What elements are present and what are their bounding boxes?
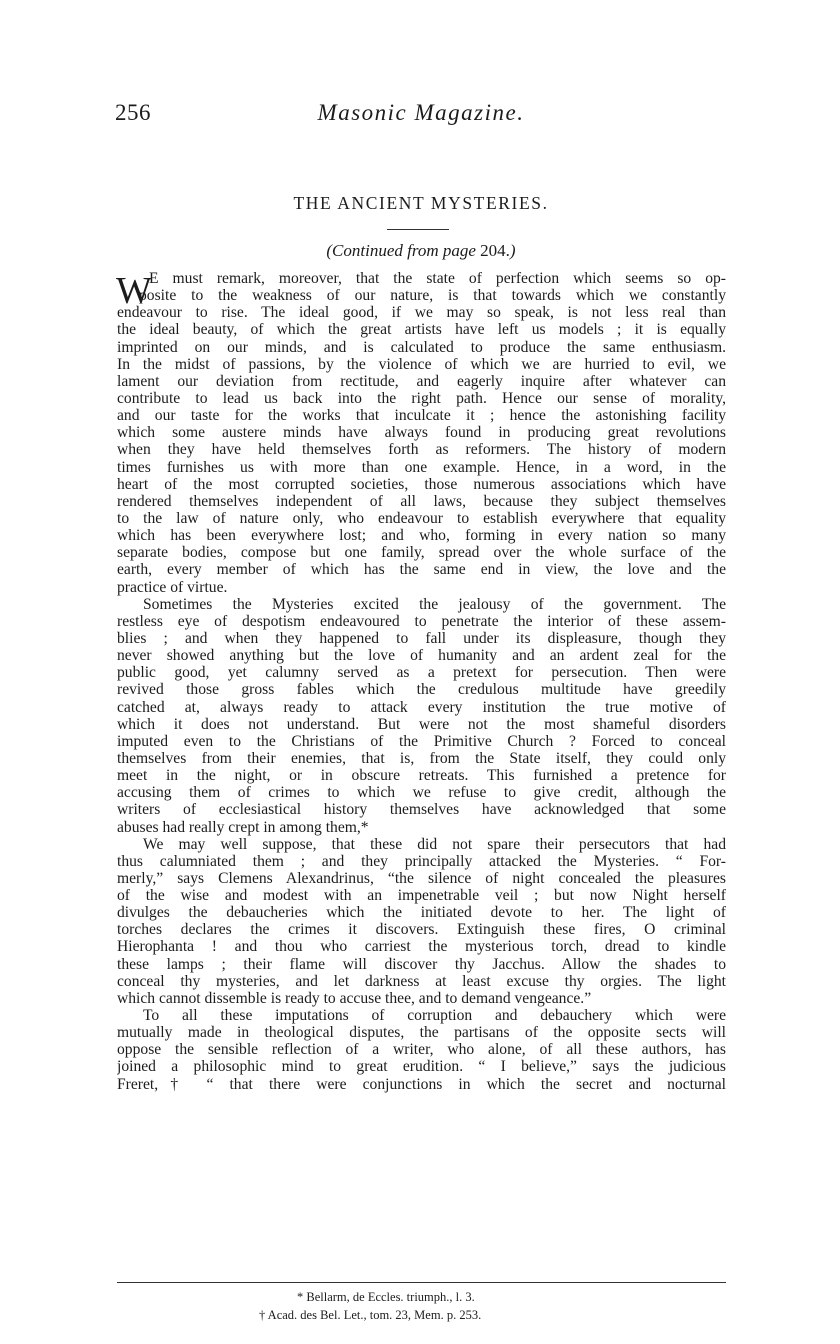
text-line: and our taste for the works that inculcate it ; hence the astonishing facility xyxy=(117,407,726,425)
text-line: conceal thy mysteries, and let darkness at least excuse thy orgies. The light xyxy=(117,972,726,990)
text-line: which has been everywhere lost; and who, forming in every nation so many xyxy=(117,527,726,545)
text-line: In the midst of passions, by the violence of which we are hurried to evil, we xyxy=(117,355,726,373)
drop-cap: W xyxy=(116,270,152,312)
text-line: restless eye of despotism endeavoured to penetrate the interior of these assem- xyxy=(117,612,726,630)
text-line: oppose the sensible reflection of a writer, who alone, of all these authors, has xyxy=(117,1041,726,1059)
text-line: We may well suppose, that these did not spare their persecutors that had xyxy=(143,835,726,853)
continued-prefix: (Continued from page xyxy=(326,241,481,260)
article-title: THE ANCIENT MYSTERIES. xyxy=(293,193,549,213)
text-line: when they have held themselves forth as reformers. The history of modern xyxy=(117,441,726,459)
text-line: rendered themselves independent of all laws, because they subject themselves xyxy=(117,492,726,510)
text-line: lament our deviation from rectitude, and eagerly inquire after whatever can xyxy=(117,372,726,390)
text-line: which cannot dissemble is ready to accuse thee, and to demand vengeance.” xyxy=(117,989,592,1007)
text-line: accusing them of crimes to which we refuse to give credit, although the xyxy=(117,784,726,802)
page-number: 256 xyxy=(115,100,151,125)
text-line: these lamps ; their flame will discover thy Jacchus. Allow the shades to xyxy=(117,955,726,973)
text-line: public good, yet calumny served as a pretext for persecution. Then were xyxy=(117,664,726,682)
text-line: earth, every member of which has the same end in view, the love and the xyxy=(117,561,726,579)
article-body xyxy=(117,270,726,1093)
text-line: which it does not understand. But were not the most shameful disorders xyxy=(117,715,726,733)
text-line: thus calumniated them ; and they principally attacked the Mysteries. “ For- xyxy=(117,852,726,870)
text-line: heart of the most corrupted societies, those numerous associations which have xyxy=(117,475,726,493)
text-line: imprinted on our minds, and is calculated to produce the same enthusiasm. xyxy=(117,338,726,356)
text-line: E must remark, moreover, that the state of perfection which seems so op- xyxy=(149,270,726,287)
title-divider xyxy=(387,229,449,230)
text-line: revived those gross fables which the credulous multitude have greedily xyxy=(117,681,726,699)
continued-note xyxy=(115,241,727,261)
text-line: torches declares the crimes it discovers. Extinguish these fires, O criminal xyxy=(117,921,726,939)
text-line: themselves from their enemies, that is, from the State itself, they could only xyxy=(117,749,726,767)
text-line: blies ; and when they happened to fall under its displeasure, though they xyxy=(117,629,726,647)
journal-title: Masonic Magazine. xyxy=(317,100,525,125)
text-line: Freret,† “ that there were conjunctions in which the secret and nocturnal xyxy=(117,1075,726,1093)
text-line: divulges the debaucheries which the initiated devote to her. The light of xyxy=(117,904,726,922)
running-head xyxy=(115,100,727,130)
text-line: meet in the night, or in obscure retreats. This furnished a pretence for xyxy=(117,767,726,785)
text-line: of the wise and modest with an impenetrable veil ; but now Night herself xyxy=(117,887,726,905)
footnote: † Acad. des Bel. Let., tom. 23, Mem. p. 253. xyxy=(259,1308,482,1322)
text-line: separate bodies, compose but one family, spread over the whole surface of the xyxy=(117,544,726,562)
text-line: joined a philosophic mind to great erudition. “ I believe,” says the judicious xyxy=(117,1058,726,1076)
continued-page: 204. xyxy=(480,241,510,260)
continued-suffix: ) xyxy=(509,241,516,260)
text-line: writers of ecclesiastical history themselves have acknowledged that some xyxy=(117,801,726,819)
footnote: * Bellarm, de Eccles. triumph., l. 3. xyxy=(297,1290,475,1304)
text-line: imputed even to the Christians of the Primitive Church ? Forced to conceal xyxy=(117,732,726,750)
text-line: mutually made in theological disputes, the partisans of the opposite sects will xyxy=(117,1024,726,1042)
text-line: which some austere minds have always found in producing great revolutions xyxy=(117,424,726,442)
text-line: abuses had really crept in among them,* xyxy=(117,818,369,836)
footnotes xyxy=(117,1288,726,1324)
text-line: Sometimes the Mysteries excited the jealousy of the government. The xyxy=(143,595,726,613)
text-line: the ideal beauty, of which the great artists have left us models ; it is equally xyxy=(117,321,726,339)
text-line: Hierophanta ! and thou who carriest the mysterious torch, dread to kindle xyxy=(117,938,726,956)
text-line: to the law of nature only, who endeavour to establish everywhere that equality xyxy=(117,509,726,527)
text-line: merly,” says Clemens Alexandrinus, “the silence of night concealed the pleasures xyxy=(117,869,726,887)
text-line: endeavour to rise. The ideal good, if we may so speak, is not less real than xyxy=(117,304,726,322)
text-line: To all these imputations of corruption and debauchery which were xyxy=(143,1007,726,1025)
text-line: posite to the weakness of our nature, is that towards which we constantly xyxy=(139,287,726,305)
text-line: practice of virtue. xyxy=(117,578,228,596)
footnote-divider xyxy=(117,1282,726,1283)
text-line: never showed anything but the love of humanity and an ardent zeal for the xyxy=(117,647,726,665)
text-line: catched at, always ready to attack every institution the true motive of xyxy=(117,698,726,716)
text-line: contribute to lead us back into the right path. Hence our sense of morality, xyxy=(117,389,726,407)
text-line: times furnishes us with more than one example. Hence, in a word, in the xyxy=(117,458,726,476)
